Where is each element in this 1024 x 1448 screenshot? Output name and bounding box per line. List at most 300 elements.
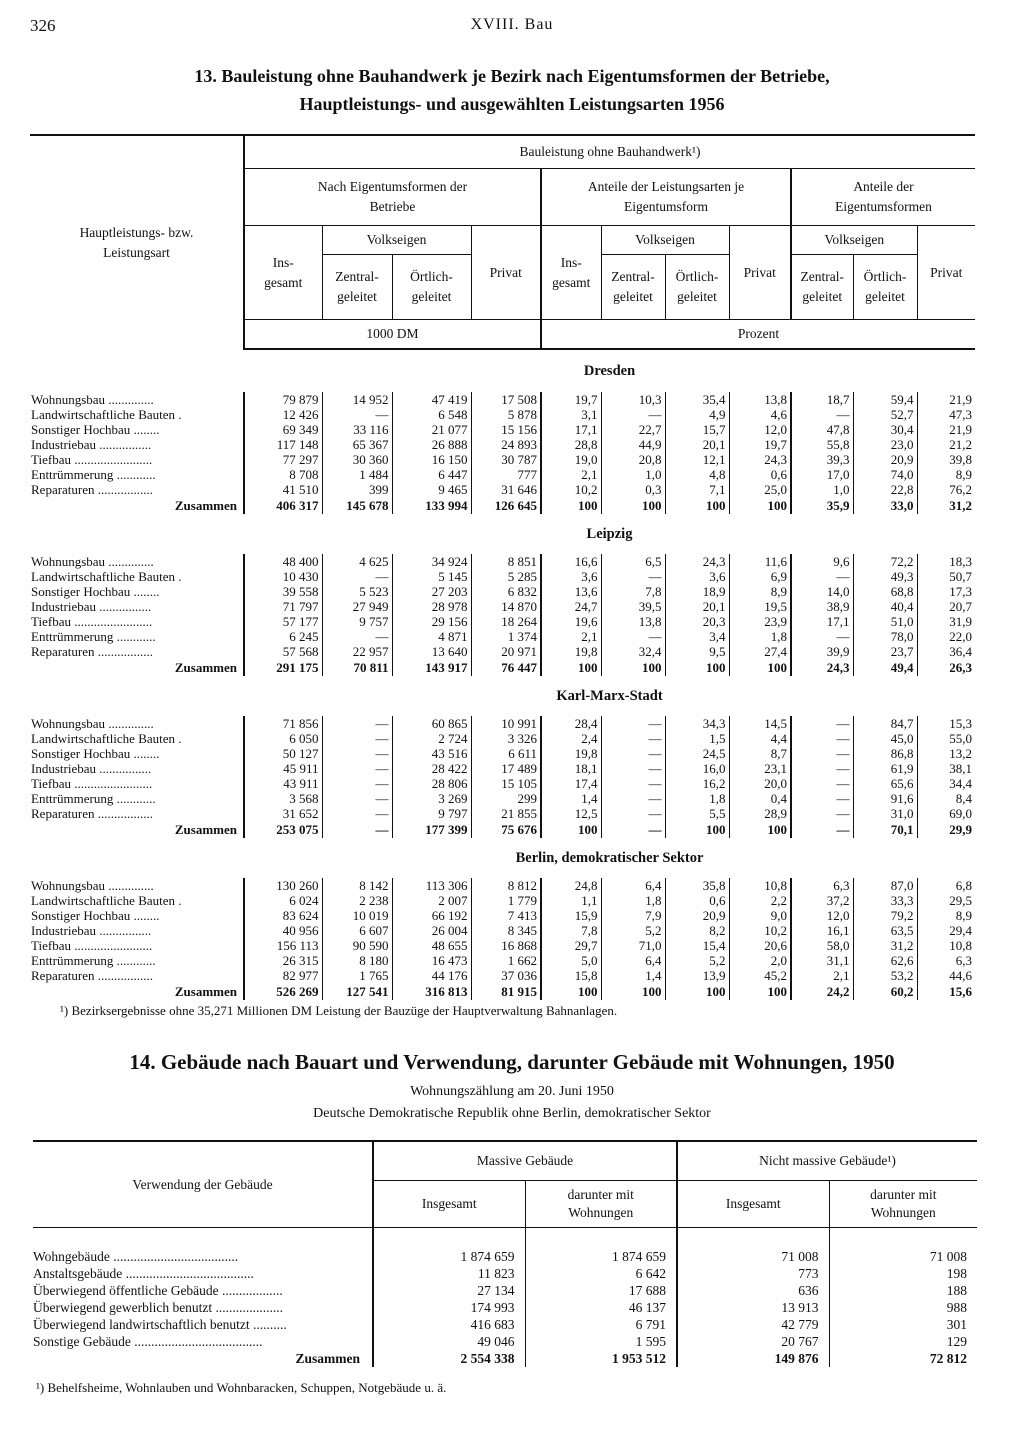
table-cell: 31,0 <box>853 806 917 821</box>
table-cell: 24,8 <box>541 878 601 893</box>
table13-header <box>30 135 975 349</box>
table-cell: 988 <box>829 1299 977 1316</box>
table-cell: 33 116 <box>322 422 392 437</box>
table-cell: 149 876 <box>677 1350 829 1367</box>
row-label: Überwiegend gewerblich benutzt .................... <box>33 1299 284 1315</box>
table-cell: 49,4 <box>853 659 917 676</box>
table-cell: 2 238 <box>322 893 392 908</box>
table-cell: 30 787 <box>471 452 541 467</box>
t14-header-insgesamt-1: Insgesamt <box>373 1181 525 1228</box>
table-cell: 145 678 <box>322 497 392 514</box>
table-cell: 23,7 <box>853 644 917 659</box>
row-label: Tiefbau ........................ <box>31 614 153 629</box>
row-label: Zusammen <box>295 1350 360 1366</box>
table-cell: 24,3 <box>791 659 853 676</box>
row-label: Enttrümmerung ............ <box>31 791 156 806</box>
table-cell: 21,2 <box>917 437 975 452</box>
row-label: Industriebau ................ <box>31 923 152 938</box>
row-label: Zusammen <box>174 984 237 999</box>
table-row <box>30 467 975 482</box>
table-cell: 16,1 <box>791 923 853 938</box>
table-cell: 133 994 <box>392 497 471 514</box>
row-label: Landwirtschaftliche Bauten . <box>31 893 182 908</box>
table-cell: 100 <box>601 659 665 676</box>
row-label: Landwirtschaftliche Bauten . <box>31 407 182 422</box>
row-label: Sonstiger Hochbau ........ <box>31 584 160 599</box>
table-row <box>30 569 975 584</box>
table-cell: 113 306 <box>392 878 471 893</box>
row-label: Enttrümmerung ............ <box>31 467 156 482</box>
table-cell: 10 430 <box>244 569 322 584</box>
table-cell: 20,7 <box>917 599 975 614</box>
table-cell: 100 <box>665 983 729 1000</box>
table-cell: 69 349 <box>244 422 322 437</box>
table-cell: 13 913 <box>677 1299 829 1316</box>
table-cell: 22,0 <box>917 629 975 644</box>
header-insgesamt-2: Ins- gesamt <box>541 226 601 320</box>
table-cell: — <box>601 731 665 746</box>
table-cell: 31,9 <box>917 614 975 629</box>
t14-stub-header: Verwendung der Gebäude <box>33 1141 373 1228</box>
table-cell: 9,0 <box>729 908 791 923</box>
table-cell: 19,6 <box>541 614 601 629</box>
table-cell: 47 419 <box>392 392 471 407</box>
table-cell: 1,5 <box>665 731 729 746</box>
table-cell: 11,6 <box>729 554 791 569</box>
header-volkseigen-2: Volkseigen <box>601 226 729 255</box>
table-cell: 1,0 <box>791 482 853 497</box>
table-cell: 2,1 <box>541 629 601 644</box>
table-cell: — <box>322 716 392 731</box>
district-heading-stub <box>30 514 244 554</box>
table-cell: 17,0 <box>791 467 853 482</box>
row-label: Sonstiger Hochbau ........ <box>31 746 160 761</box>
table-cell: 100 <box>729 659 791 676</box>
table-cell: 36,4 <box>917 644 975 659</box>
table-cell: 37,2 <box>791 893 853 908</box>
table-cell: 90 590 <box>322 938 392 953</box>
row-label: Wohngebäude ..................................... <box>33 1248 239 1264</box>
table-cell: 2,1 <box>541 467 601 482</box>
table-cell: 28 422 <box>392 761 471 776</box>
table-cell: 6,3 <box>791 878 853 893</box>
table-cell: 6 447 <box>392 467 471 482</box>
table-cell: — <box>601 407 665 422</box>
table-cell: 3,4 <box>665 629 729 644</box>
table-cell: 18 264 <box>471 614 541 629</box>
row-label: Wohnungsbau .............. <box>31 716 154 731</box>
table-cell: 22,8 <box>853 482 917 497</box>
district-heading-stub <box>30 676 244 716</box>
table-cell: — <box>601 761 665 776</box>
table-row <box>30 629 975 644</box>
table13-footnote: ¹) Bezirksergebnisse ohne 35,271 Millionen DM Leistung der Bauzüge der Hauptverwaltung Bahnanlagen. <box>60 1003 618 1018</box>
table-cell: 156 113 <box>244 938 322 953</box>
table-cell: 100 <box>601 983 665 1000</box>
table-cell: 7,8 <box>601 584 665 599</box>
table-cell: 60,2 <box>853 983 917 1000</box>
table-cell: 21 855 <box>471 806 541 821</box>
table-cell: 10,2 <box>541 482 601 497</box>
table-cell: 17 688 <box>525 1282 677 1299</box>
table-cell: 60 865 <box>392 716 471 731</box>
table-cell: 8,9 <box>917 467 975 482</box>
table-cell: 6 832 <box>471 584 541 599</box>
table14-subtitle2: Deutsche Demokratische Republik ohne Berlin, demokratischer Sektor <box>313 1106 711 1121</box>
table-row <box>33 1248 977 1265</box>
table-cell: 19,7 <box>729 437 791 452</box>
table-cell: 25,0 <box>729 482 791 497</box>
header-volkseigen-1: Volkseigen <box>322 226 471 255</box>
table-cell: 24,3 <box>665 554 729 569</box>
table-cell: 100 <box>665 497 729 514</box>
table-cell: 69,0 <box>917 806 975 821</box>
table-cell: 39 558 <box>244 584 322 599</box>
table-cell: 5 285 <box>471 569 541 584</box>
table-row <box>30 644 975 659</box>
table-cell: 1 953 512 <box>525 1350 677 1367</box>
table-cell: 3 269 <box>392 791 471 806</box>
table-cell: 21,9 <box>917 422 975 437</box>
table-cell: 77 297 <box>244 452 322 467</box>
table-cell: 44,6 <box>917 968 975 983</box>
table-cell: — <box>791 791 853 806</box>
table-cell: 70,1 <box>853 821 917 838</box>
table14-footnote: ¹) Behelfsheime, Wohnlauben und Wohnbaracken, Schuppen, Notgebäude u. ä. <box>36 1380 447 1395</box>
table-cell: 59,4 <box>853 392 917 407</box>
table-cell: 20,9 <box>665 908 729 923</box>
table-cell: 71,0 <box>601 938 665 953</box>
header-group-anteile-leistungsarten: Anteile der Leistungsarten je Eigentumsform <box>541 169 791 226</box>
table-cell: 100 <box>541 497 601 514</box>
table-cell: 57 568 <box>244 644 322 659</box>
table-cell: 20,0 <box>729 776 791 791</box>
table-cell: 117 148 <box>244 437 322 452</box>
table-cell: 6,3 <box>917 953 975 968</box>
table-cell: 78,0 <box>853 629 917 644</box>
table-cell: 16 473 <box>392 953 471 968</box>
table-row <box>30 953 975 968</box>
table-cell: 29,4 <box>917 923 975 938</box>
table-cell: 174 993 <box>373 1299 525 1316</box>
table-cell: 63,5 <box>853 923 917 938</box>
header-zentral-1: Zentral- geleitet <box>322 255 392 320</box>
row-label: Reparaturen ................. <box>31 806 154 821</box>
table-cell: 9,6 <box>791 554 853 569</box>
table-cell: 4,4 <box>729 731 791 746</box>
table-cell: 28 978 <box>392 599 471 614</box>
table-row <box>30 599 975 614</box>
table-cell: — <box>791 821 853 838</box>
table-cell: 26 888 <box>392 437 471 452</box>
table-cell: 71 797 <box>244 599 322 614</box>
table-cell: 0,4 <box>729 791 791 806</box>
table-cell: — <box>791 731 853 746</box>
header-privat-2: Privat <box>729 226 791 320</box>
table-cell: — <box>791 806 853 821</box>
table-cell: 9,5 <box>665 644 729 659</box>
table-cell: 5,2 <box>665 953 729 968</box>
table-cell: 49 046 <box>373 1333 525 1350</box>
table-cell: 58,0 <box>791 938 853 953</box>
table-cell: — <box>791 761 853 776</box>
table-cell: 71 008 <box>829 1248 977 1265</box>
table-cell: 20,9 <box>853 452 917 467</box>
row-label: Zusammen <box>174 498 237 513</box>
table-cell: 100 <box>729 497 791 514</box>
table-cell: 7 413 <box>471 908 541 923</box>
table-cell: 3 568 <box>244 791 322 806</box>
table-cell: 777 <box>471 467 541 482</box>
t14-header-darunter-1: darunter mit Wohnungen <box>525 1181 677 1228</box>
table-cell: 45,0 <box>853 731 917 746</box>
table-cell: 22,7 <box>601 422 665 437</box>
table-cell: 35,8 <box>665 878 729 893</box>
table-cell: 6 024 <box>244 893 322 908</box>
table-cell: 20,6 <box>729 938 791 953</box>
table-cell: 29,9 <box>917 821 975 838</box>
table-cell: 15,6 <box>917 983 975 1000</box>
table-cell: 38,9 <box>791 599 853 614</box>
table-cell: 65,6 <box>853 776 917 791</box>
table-cell: 5 523 <box>322 584 392 599</box>
table-cell: 24 893 <box>471 437 541 452</box>
table-cell: 100 <box>729 983 791 1000</box>
table-cell: 12,1 <box>665 452 729 467</box>
table-cell: 8 708 <box>244 467 322 482</box>
table-cell: 30 360 <box>322 452 392 467</box>
table-cell: 1,8 <box>601 893 665 908</box>
table14-header <box>33 1141 977 1228</box>
table-cell: 47,8 <box>791 422 853 437</box>
table-cell: 45,2 <box>729 968 791 983</box>
table-cell: — <box>322 806 392 821</box>
table-cell: 1 662 <box>471 953 541 968</box>
table-cell: 28,4 <box>541 716 601 731</box>
table-cell: 23,1 <box>729 761 791 776</box>
table-cell: 31 652 <box>244 806 322 821</box>
table-cell: 75 676 <box>471 821 541 838</box>
table-cell: 23,9 <box>729 614 791 629</box>
page-number: 326 <box>30 16 56 35</box>
table-cell: — <box>791 776 853 791</box>
table-cell: 3,1 <box>541 407 601 422</box>
header-unit-1000dm: 1000 DM <box>244 320 541 350</box>
table-cell: 16 150 <box>392 452 471 467</box>
table-cell: 8 142 <box>322 878 392 893</box>
table-cell: 14 870 <box>471 599 541 614</box>
table-row <box>30 392 975 407</box>
table-cell: 71 856 <box>244 716 322 731</box>
table-cell: 4,9 <box>665 407 729 422</box>
table-cell: 406 317 <box>244 497 322 514</box>
table-cell: 20,8 <box>601 452 665 467</box>
table-row <box>30 452 975 467</box>
table-cell: 3 326 <box>471 731 541 746</box>
table-cell: 17,3 <box>917 584 975 599</box>
table13 <box>30 134 975 1000</box>
table-row <box>33 1282 977 1299</box>
header-top: Bauleistung ohne Bauhandwerk¹) <box>244 135 975 169</box>
table-row <box>30 791 975 806</box>
table-cell: 17 489 <box>471 761 541 776</box>
table-cell: — <box>322 629 392 644</box>
table-cell: 79 879 <box>244 392 322 407</box>
header-unit-prozent: Prozent <box>541 320 975 350</box>
district-heading: Berlin, demokratischer Sektor <box>515 849 704 866</box>
table-cell: — <box>791 569 853 584</box>
table-cell: 253 075 <box>244 821 322 838</box>
table-cell: 13,8 <box>601 614 665 629</box>
table-cell: 636 <box>677 1282 829 1299</box>
table-cell: — <box>322 407 392 422</box>
table-cell: 31,2 <box>917 497 975 514</box>
table-cell: 9 797 <box>392 806 471 821</box>
table-cell: 15,3 <box>917 716 975 731</box>
table-cell: 7,8 <box>541 923 601 938</box>
table-cell: — <box>601 746 665 761</box>
table-cell: 66 192 <box>392 908 471 923</box>
table-cell: 31 646 <box>471 482 541 497</box>
table-row <box>30 614 975 629</box>
table-row <box>33 1316 977 1333</box>
table-cell: 526 269 <box>244 983 322 1000</box>
table-cell: 16,0 <box>665 761 729 776</box>
row-label: Industriebau ................ <box>31 599 152 614</box>
table-cell: — <box>601 821 665 838</box>
table-cell: 5 878 <box>471 407 541 422</box>
table-cell: 33,3 <box>853 893 917 908</box>
table-row <box>30 968 975 983</box>
row-label: Industriebau ................ <box>31 437 152 452</box>
table-cell: 8 345 <box>471 923 541 938</box>
district-heading: Dresden <box>583 362 636 379</box>
table-cell: 6 050 <box>244 731 322 746</box>
table-cell: 82 977 <box>244 968 322 983</box>
table-cell: 15 156 <box>471 422 541 437</box>
row-label: Anstaltsgebäude ...................................... <box>33 1265 254 1281</box>
header-privat-1: Privat <box>471 226 541 320</box>
table-cell: 100 <box>665 821 729 838</box>
table-cell: 24,7 <box>541 599 601 614</box>
table-row <box>30 731 975 746</box>
running-head: XVIII. Bau <box>470 16 554 33</box>
table-cell: 15,7 <box>665 422 729 437</box>
table-cell: 2,1 <box>791 968 853 983</box>
table-cell: 0,3 <box>601 482 665 497</box>
district-heading: Leipzig <box>586 525 633 542</box>
row-label: Wohnungsbau .............. <box>31 554 154 569</box>
table-cell: 49,3 <box>853 569 917 584</box>
table-row <box>30 878 975 893</box>
table-cell: 1,0 <box>601 467 665 482</box>
table13-title <box>20 62 1004 118</box>
table-cell: — <box>322 791 392 806</box>
table-cell: 23,0 <box>853 437 917 452</box>
table-cell: 14,5 <box>729 716 791 731</box>
header-group-anteile-eigentumsformen: Anteile der Eigentumsformen <box>791 169 975 226</box>
table-cell: 20,3 <box>665 614 729 629</box>
table-cell: 10 019 <box>322 908 392 923</box>
table-cell: 19,0 <box>541 452 601 467</box>
table-cell: 45 911 <box>244 761 322 776</box>
table-cell: 74,0 <box>853 467 917 482</box>
table-cell: 14,0 <box>791 584 853 599</box>
table-row <box>30 437 975 452</box>
table-cell: 50 127 <box>244 746 322 761</box>
table-cell: 3,6 <box>665 569 729 584</box>
table-cell: 51,0 <box>853 614 917 629</box>
t14-header-massive: Massive Gebäude <box>373 1141 677 1181</box>
header-oertlich-2: Örtlich- geleitet <box>665 255 729 320</box>
table-cell: 126 645 <box>471 497 541 514</box>
table-cell: 0,6 <box>665 893 729 908</box>
table-cell: 42 779 <box>677 1316 829 1333</box>
table-row <box>30 482 975 497</box>
district-heading-row <box>30 838 975 878</box>
table-cell: 6 245 <box>244 629 322 644</box>
table-cell: 6 611 <box>471 746 541 761</box>
table-cell: 13,6 <box>541 584 601 599</box>
table-cell: — <box>791 407 853 422</box>
table-cell: 2,2 <box>729 893 791 908</box>
table-cell: 11 823 <box>373 1265 525 1282</box>
table-cell: 18,9 <box>665 584 729 599</box>
table-cell: 15,9 <box>541 908 601 923</box>
table-cell: 10,8 <box>729 878 791 893</box>
table-cell: 15 105 <box>471 776 541 791</box>
table-cell: 28,9 <box>729 806 791 821</box>
table-row <box>30 584 975 599</box>
table-cell: 61,9 <box>853 761 917 776</box>
table-cell: 38,1 <box>917 761 975 776</box>
table-cell: 100 <box>729 821 791 838</box>
table-cell: 86,8 <box>853 746 917 761</box>
row-label: Sonstiger Hochbau ........ <box>31 422 160 437</box>
table-cell: 17 508 <box>471 392 541 407</box>
table-cell: 1 874 659 <box>525 1248 677 1265</box>
table-cell: 43 516 <box>392 746 471 761</box>
table-cell: 188 <box>829 1282 977 1299</box>
table-cell: — <box>791 746 853 761</box>
table-cell: — <box>601 776 665 791</box>
table-cell: 1,1 <box>541 893 601 908</box>
table-cell: 31,2 <box>853 938 917 953</box>
table-cell: 29,5 <box>917 893 975 908</box>
table-cell: 6,4 <box>601 953 665 968</box>
table-row <box>30 806 975 821</box>
table-cell: 8,2 <box>665 923 729 938</box>
table-cell: 19,7 <box>541 392 601 407</box>
table-cell: 39,9 <box>791 644 853 659</box>
table-cell: 27 203 <box>392 584 471 599</box>
table-cell: 28 806 <box>392 776 471 791</box>
table-cell: 62,6 <box>853 953 917 968</box>
table-row <box>30 746 975 761</box>
row-label: Sonstige Gebäude ...................................... <box>33 1333 263 1349</box>
table-cell: 16 868 <box>471 938 541 953</box>
table-cell: 299 <box>471 791 541 806</box>
table-cell: 14 952 <box>322 392 392 407</box>
table-cell: 9 757 <box>322 614 392 629</box>
table-cell: 50,7 <box>917 569 975 584</box>
table-cell: 1 484 <box>322 467 392 482</box>
table-cell: 12,0 <box>791 908 853 923</box>
table-cell: 12,5 <box>541 806 601 821</box>
table-cell: 5 145 <box>392 569 471 584</box>
table-cell: 2 554 338 <box>373 1350 525 1367</box>
table-row <box>30 422 975 437</box>
